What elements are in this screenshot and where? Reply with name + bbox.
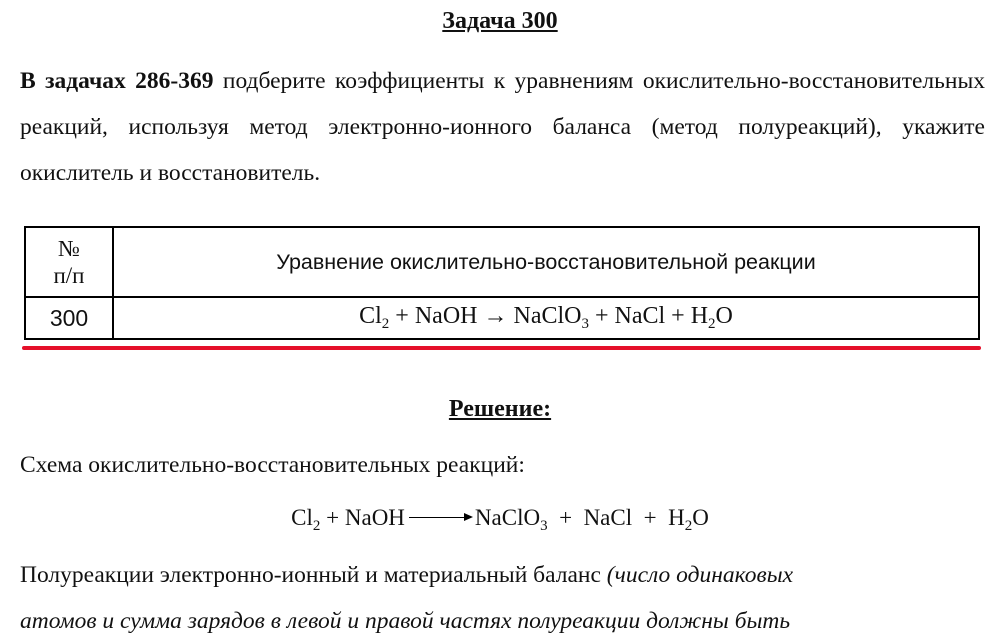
task-text: подберите коэффициенты к уравнениям окислительно-восстановительных реакций, используя метод электронно-ионного баланса (метод полуреакций), укажите окислитель и восстановитель. bbox=[20, 68, 985, 186]
task-range: В задачах 286-369 bbox=[20, 68, 214, 94]
row-equation: $Cl_2$ + NaOH → NaClO$_3$ + NaCl + $H_2O$ bbox=[113, 297, 979, 339]
reaction-table bbox=[24, 226, 980, 340]
half-reaction-line: Полуреакции электронно-ионный и материальный баланс (число одинаковых bbox=[20, 562, 794, 588]
row-number: 300 bbox=[25, 297, 113, 339]
page-title: Задача 300 bbox=[442, 8, 558, 34]
table-header-row bbox=[25, 227, 979, 297]
table-row bbox=[25, 297, 979, 339]
header-number bbox=[25, 227, 113, 297]
scheme-equation: $Cl_2$ + NaOH NaClO$_3$ + NaCl + $H_2O$ bbox=[291, 505, 709, 534]
red-underline bbox=[22, 346, 981, 350]
solution-title: Решение: bbox=[448, 396, 552, 422]
cut-off-line: атомов и сумма зарядов в левой и правой частях полуреакции должны быть bbox=[20, 608, 791, 634]
task-description bbox=[20, 58, 985, 196]
reaction-arrow-icon bbox=[409, 517, 471, 518]
scheme-label: Схема окислительно-восстановительных реакций: bbox=[20, 452, 525, 478]
header-number-text: № п/п bbox=[53, 236, 85, 288]
header-equation: Уравнение окислительно-восстановительной реакции bbox=[113, 227, 979, 297]
